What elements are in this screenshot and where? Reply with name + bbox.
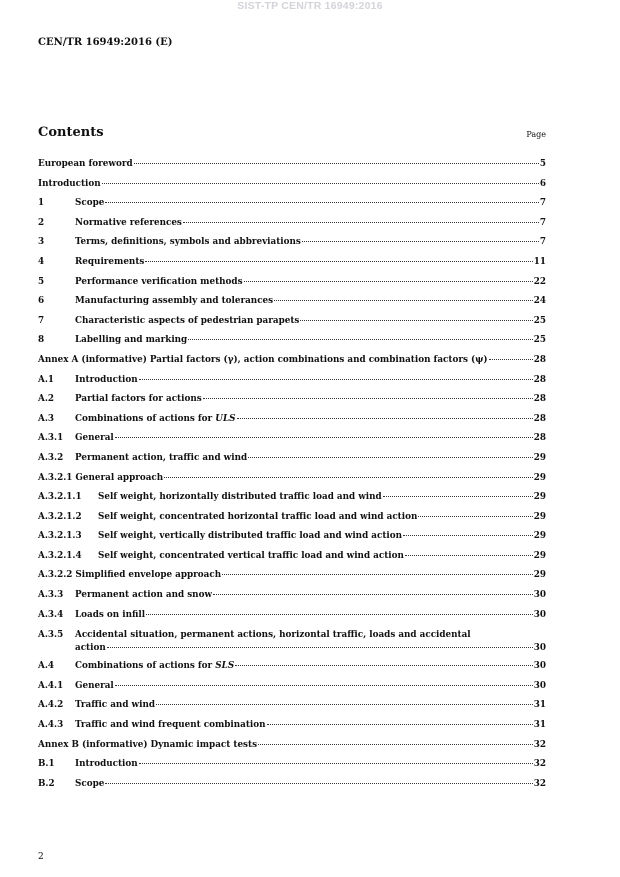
toc-page: 28	[533, 433, 546, 444]
dot-leader	[237, 418, 533, 419]
toc-entry[interactable]	[38, 531, 546, 551]
toc-page: 7	[539, 198, 546, 209]
toc-page: 29	[533, 492, 546, 503]
toc-entry[interactable]	[38, 512, 546, 532]
dot-leader	[105, 202, 539, 203]
toc-page: 32	[533, 739, 546, 750]
toc-entry[interactable]	[38, 375, 546, 395]
toc-title: General approach	[75, 472, 164, 483]
toc-number: A.3.5	[38, 630, 64, 641]
dot-leader	[203, 398, 533, 399]
dot-leader	[102, 183, 539, 184]
toc-entry[interactable]	[38, 473, 546, 493]
toc-page: 25	[533, 335, 546, 346]
dot-leader	[145, 261, 532, 262]
toc-number: A.2	[38, 394, 55, 405]
toc-title-emphasis: SLS	[215, 661, 235, 672]
toc-number: 6	[38, 296, 45, 307]
toc-title: Introduction	[75, 374, 138, 385]
toc-entry[interactable]	[38, 570, 546, 590]
toc-entry[interactable]	[38, 335, 546, 355]
dot-leader	[139, 763, 533, 764]
toc-number: A.3.1	[38, 433, 64, 444]
dot-leader	[267, 724, 533, 725]
toc-entry[interactable]	[38, 414, 546, 434]
toc-number: 5	[38, 276, 45, 287]
toc-page: 30	[533, 661, 546, 672]
toc-number: A.3.2.1.1	[38, 492, 82, 503]
toc-page: 22	[533, 276, 546, 287]
toc-page: 24	[533, 296, 546, 307]
toc-title: Scope	[75, 778, 105, 789]
contents-title: Contents	[38, 125, 104, 140]
toc-number: 4	[38, 256, 45, 267]
toc-title: Self weight, vertically distributed traffic load and wind action	[98, 531, 403, 542]
toc-page: 7	[539, 237, 546, 248]
dot-leader	[188, 339, 533, 340]
dot-leader	[139, 379, 533, 380]
toc-title: Self weight, concentrated horizontal traffic load and wind action	[98, 511, 418, 522]
toc-title-emphasis: ULS	[215, 413, 236, 424]
toc-title: Manufacturing assembly and tolerances	[75, 296, 274, 307]
toc-number: A.4.2	[38, 700, 64, 711]
dot-leader	[418, 516, 532, 517]
toc-title: Self weight, concentrated vertical traffic load and wind action	[98, 550, 404, 561]
toc-page: 29	[533, 550, 546, 561]
toc-entry[interactable]	[38, 453, 546, 473]
toc-title-text: Combinations of actions for	[75, 661, 213, 672]
toc-page: 7	[539, 217, 546, 228]
toc-page: 6	[539, 178, 546, 189]
toc-entry[interactable]	[38, 277, 546, 297]
toc-entry[interactable]	[38, 179, 546, 199]
toc-title: General	[75, 433, 114, 444]
dot-leader	[489, 359, 533, 360]
toc-title	[75, 414, 236, 424]
toc-entry[interactable]	[38, 661, 546, 681]
toc-page: 30	[533, 590, 546, 601]
toc-title: Partial factors (γ), action combinations and combination factors (ψ)	[149, 354, 488, 365]
dot-leader	[213, 594, 533, 595]
toc-number: Annex A (informative)	[38, 354, 147, 365]
toc-title-text: Combinations of actions for	[75, 413, 213, 424]
toc-number: A.1	[38, 374, 55, 385]
page-number: 2	[38, 852, 44, 862]
table-of-contents	[38, 159, 546, 798]
toc-entry[interactable]	[38, 629, 546, 661]
toc-title-line1: Accidental situation, permanent actions, horizontal traffic, loads and accidental	[75, 630, 471, 641]
dot-leader	[222, 574, 533, 575]
toc-page: 5	[539, 159, 546, 169]
toc-entry[interactable]	[38, 610, 546, 630]
toc-entry[interactable]	[38, 720, 546, 740]
toc-entry[interactable]	[38, 681, 546, 701]
toc-title	[75, 661, 234, 671]
toc-entry[interactable]	[38, 700, 546, 720]
toc-entry[interactable]	[38, 257, 546, 277]
toc-title: General	[75, 680, 114, 691]
toc-number: B.1	[38, 759, 55, 770]
toc-page: 31	[533, 720, 546, 731]
dot-leader	[302, 241, 539, 242]
toc-entry[interactable]	[38, 316, 546, 336]
dot-leader	[405, 555, 533, 556]
toc-number: A.3.2.1.4	[38, 550, 82, 561]
toc-page: 29	[533, 531, 546, 542]
toc-title: Loads on infill	[75, 609, 146, 620]
toc-page: 28	[533, 354, 546, 365]
toc-number: A.3.2.2	[38, 570, 73, 581]
dot-leader	[115, 437, 533, 438]
dot-leader	[403, 535, 533, 536]
toc-number: A.3.2.1	[38, 472, 73, 483]
toc-entry[interactable]	[38, 218, 546, 238]
toc-page: 29	[533, 472, 546, 483]
toc-title: Performance verification methods	[75, 276, 243, 287]
dot-leader	[383, 496, 533, 497]
toc-title: Permanent action, traffic and wind	[75, 452, 248, 463]
dot-leader	[164, 477, 533, 478]
dot-leader	[258, 744, 533, 745]
page-column-label: Page	[526, 130, 546, 139]
toc-number: A.3.3	[38, 590, 64, 601]
toc-title: Permanent action and snow	[75, 590, 213, 601]
toc-page: 28	[533, 413, 546, 424]
document-id: CEN/TR 16949:2016 (E)	[38, 37, 173, 48]
toc-entry[interactable]	[38, 237, 546, 257]
toc-entry[interactable]	[38, 433, 546, 453]
toc-title: Introduction	[75, 759, 138, 770]
toc-entry-annex[interactable]	[38, 740, 546, 760]
toc-page: 32	[533, 759, 546, 770]
toc-number: A.3.2.1.2	[38, 511, 82, 522]
dot-leader	[244, 281, 533, 282]
dot-leader	[274, 300, 533, 301]
dot-leader	[105, 783, 532, 784]
toc-page: 30	[533, 680, 546, 691]
toc-title: Traffic and wind	[75, 700, 155, 711]
toc-page: 31	[533, 700, 546, 711]
toc-title: Traffic and wind frequent combination	[75, 720, 266, 731]
toc-entry[interactable]	[38, 394, 546, 414]
dot-leader	[183, 222, 539, 223]
toc-number: A.3.4	[38, 609, 64, 620]
toc-title: Simplified envelope approach	[75, 570, 222, 581]
dot-leader	[156, 704, 533, 705]
toc-page: 32	[533, 778, 546, 789]
toc-title: Self weight, horizontally distributed traffic load and wind	[98, 492, 382, 503]
toc-title: Characteristic aspects of pedestrian parapets	[75, 315, 300, 326]
toc-title: European foreword	[38, 159, 133, 169]
toc-page: 28	[533, 394, 546, 405]
dot-leader	[115, 685, 533, 686]
dot-leader	[134, 163, 539, 164]
dot-leader	[300, 320, 532, 321]
toc-page: 30	[533, 609, 546, 620]
toc-title: Dynamic impact tests	[150, 739, 258, 750]
toc-page: 29	[533, 570, 546, 581]
toc-entry[interactable]	[38, 590, 546, 610]
toc-number: 8	[38, 335, 45, 346]
toc-entry-annex[interactable]	[38, 355, 546, 375]
toc-title: Normative references	[75, 217, 182, 228]
toc-number: A.3	[38, 413, 55, 424]
toc-page: 28	[533, 374, 546, 385]
toc-entry[interactable]	[38, 296, 546, 316]
toc-number: 7	[38, 315, 45, 326]
toc-title: Terms, definitions, symbols and abbreviations	[75, 237, 301, 248]
toc-number: Annex B (informative)	[38, 739, 148, 750]
toc-number: 2	[38, 217, 45, 228]
toc-number: 1	[38, 198, 45, 209]
dot-leader	[248, 457, 533, 458]
toc-entry[interactable]	[38, 198, 546, 218]
dot-leader	[235, 665, 533, 666]
dot-leader	[146, 614, 533, 615]
toc-title: Scope	[75, 198, 105, 209]
toc-number: A.3.2	[38, 452, 64, 463]
toc-number: A.3.2.1.3	[38, 531, 82, 542]
toc-number: A.4.1	[38, 680, 64, 691]
toc-number: 3	[38, 237, 45, 248]
toc-entry[interactable]	[38, 551, 546, 571]
toc-number: A.4	[38, 661, 55, 672]
dot-leader	[107, 647, 533, 648]
toc-number: B.2	[38, 778, 55, 789]
watermark: SIST-TP CEN/TR 16949:2016	[237, 0, 383, 12]
toc-number: A.4.3	[38, 720, 64, 731]
toc-title: Requirements	[75, 256, 145, 267]
toc-page: 25	[533, 315, 546, 326]
toc-title: Partial factors for actions	[75, 394, 202, 405]
toc-title: Labelling and marking	[75, 335, 188, 346]
toc-page: 29	[533, 511, 546, 522]
toc-title-line2: action	[75, 643, 106, 654]
toc-page: 29	[533, 452, 546, 463]
toc-entry[interactable]	[38, 159, 546, 179]
toc-entry[interactable]	[38, 492, 546, 512]
toc-page: 30	[533, 643, 546, 654]
toc-page: 11	[533, 256, 546, 267]
toc-entry[interactable]	[38, 779, 546, 799]
toc-title: Introduction	[38, 178, 101, 189]
toc-entry[interactable]	[38, 759, 546, 779]
